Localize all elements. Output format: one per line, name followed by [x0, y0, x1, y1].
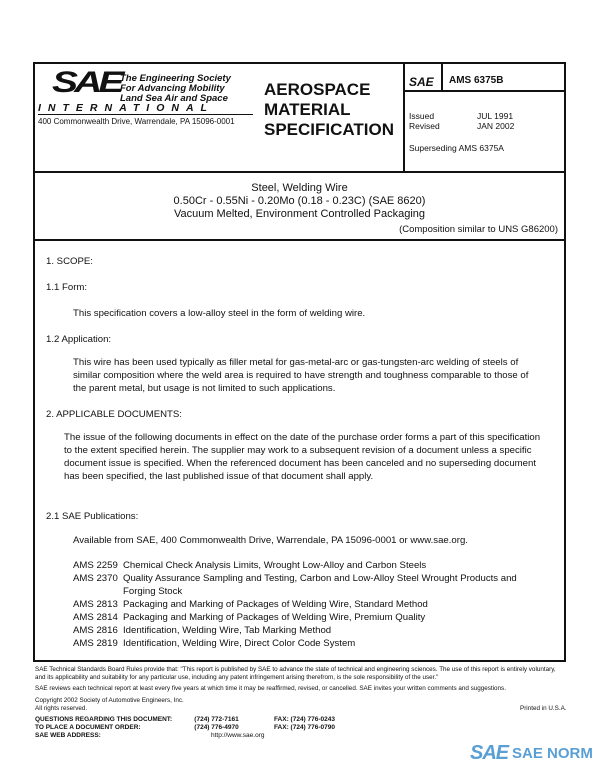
doc-type — [264, 80, 394, 140]
reference-item — [73, 598, 543, 611]
issued-date: JUL 1991 — [477, 111, 514, 121]
printed-in: Printed in U.S.A. — [520, 705, 567, 712]
ref-code: AMS 2814 — [73, 612, 118, 623]
ref-title: Identification, Welding Wire, Direct Color Code System — [123, 638, 356, 649]
section-2-text: The issue of the following documents in effect on the date of the purchase order forms a part of this specification to the extent specified herein. The supplier may work to a subsequent revision of a document unless a specific document issue is specified. When the referenced document has been canceled and no superseding document has been specified, the last published issue of that document shall apply. — [64, 432, 541, 482]
reference-item — [73, 624, 543, 637]
contact-row — [35, 716, 335, 724]
contact-label: TO PLACE A DOCUMENT ORDER: — [35, 724, 141, 731]
divider — [33, 239, 566, 241]
contact-table — [35, 716, 335, 740]
review-notice: SAE reviews each technical report at least every five years at which time it may be reaffirmed, revised, or cancelled. SAE invites your written comments and suggestions. — [35, 685, 506, 692]
doc-type-line: SPECIFICATION — [264, 120, 395, 139]
contact-phone: (724) 776-4970 — [194, 724, 239, 731]
tagline-line: For Advancing Mobility — [120, 83, 225, 94]
section-2-heading: 2. APPLICABLE DOCUMENTS: — [46, 409, 182, 420]
superseding: Superseding AMS 6375A — [409, 143, 504, 153]
section-1-2-text: This wire has been used typically as filler metal for gas-metal-arc or gas-tungsten-arc welding of steels of similar composition where the weld area is required to have strength and toughness comparable to those of the parent metal, but usage is not limited to such applications. — [73, 357, 529, 394]
doc-number: AMS 6375B — [449, 75, 504, 86]
doc-type-line: MATERIAL — [264, 100, 351, 119]
sae-watermark-logo: SAE — [470, 742, 509, 764]
ref-code: AMS 2813 — [73, 599, 118, 610]
contact-label: SAE WEB ADDRESS: — [35, 732, 101, 739]
sae-logo: SAE — [52, 66, 121, 99]
contact-row — [35, 732, 335, 740]
section-1-1-heading: 1.1 Form: — [46, 282, 88, 293]
tagline-line: Land Sea Air and Space — [120, 93, 228, 104]
contact-phone: (724) 772-7161 — [194, 716, 239, 723]
revised-label: Revised — [409, 121, 440, 131]
sae-address: 400 Commonwealth Drive, Warrendale, PA 15096-0001 — [38, 117, 235, 126]
rights: All rights reserved. — [35, 705, 88, 712]
contact-fax: FAX: (724) 776-0790 — [273, 724, 335, 731]
copyright: Copyright 2002 Society of Automotive Engineers, Inc. — [35, 697, 184, 704]
tagline-line: The Engineering Society — [120, 73, 231, 84]
reference-item — [73, 611, 543, 624]
ref-title: Quality Assurance Sampling and Testing, Carbon and Low-Alloy Steel Wrought Products and Forging Stock — [123, 573, 517, 597]
ref-code: AMS 2370 — [73, 573, 118, 584]
society-tagline — [120, 74, 231, 104]
web-link[interactable]: http://www.sae.org — [211, 732, 265, 739]
section-1-1-text: This specification covers a low-alloy steel in the form of welding wire. — [73, 308, 366, 319]
issued-label: Issued — [409, 111, 435, 121]
contact-fax: FAX: (724) 776-0243 — [273, 716, 335, 723]
ref-title: Chemical Check Analysis Limits, Wrought Low-Alloy and Carbon Steels — [123, 560, 427, 571]
reference-item — [73, 572, 543, 598]
title-line: 0.50Cr - 0.55Ni - 0.20Mo (0.18 - 0.23C) (SAE 8620) — [173, 195, 426, 207]
ref-code: AMS 2259 — [73, 560, 118, 571]
contact-label: QUESTIONS REGARDING THIS DOCUMENT: — [35, 716, 173, 723]
contact-row — [35, 724, 335, 732]
ref-code: AMS 2819 — [73, 638, 118, 649]
ref-title: Packaging and Marking of Packages of Welding Wire, Standard Method — [123, 599, 428, 610]
section-1-heading: 1. SCOPE: — [46, 256, 93, 267]
section-2-1-text: Available from SAE, 400 Commonwealth Drive, Warrendale, PA 15096-0001 or www.sae.org. — [73, 535, 468, 546]
composition-note: (Composition similar to UNS G86200) — [399, 224, 558, 235]
ref-title: Identification, Welding Wire, Tab Marking Method — [123, 625, 332, 636]
international-label: INTERNATIONAL — [38, 102, 253, 115]
doc-type-line: AEROSPACE — [264, 80, 371, 99]
reference-list — [73, 559, 543, 650]
reference-item — [73, 637, 543, 650]
sae-norm-watermark: SAE NORM — [512, 745, 593, 762]
ref-code: AMS 2816 — [73, 625, 118, 636]
document-title — [35, 182, 564, 221]
sae-small-logo: SAE — [409, 75, 434, 89]
reference-item — [73, 559, 543, 572]
section-1-2-heading: 1.2 Application: — [46, 334, 112, 345]
rules-disclaimer: SAE Technical Standards Board Rules provide that: "This report is published by SAE to advance the state of technical and engineering sciences. The use of this report is entirely voluntary, and its applicability and suitability for any particular use, including any patent infringement arising therefrom, is the sole responsibility of the user." — [35, 666, 556, 681]
title-line: Steel, Welding Wire — [251, 182, 348, 194]
ref-title: Packaging and Marking of Packages of Welding Wire, Premium Quality — [123, 612, 426, 623]
title-line: Vacuum Melted, Environment Controlled Packaging — [173, 208, 426, 220]
section-2-1-heading: 2.1 SAE Publications: — [46, 511, 139, 522]
revised-date: JAN 2002 — [477, 121, 515, 131]
